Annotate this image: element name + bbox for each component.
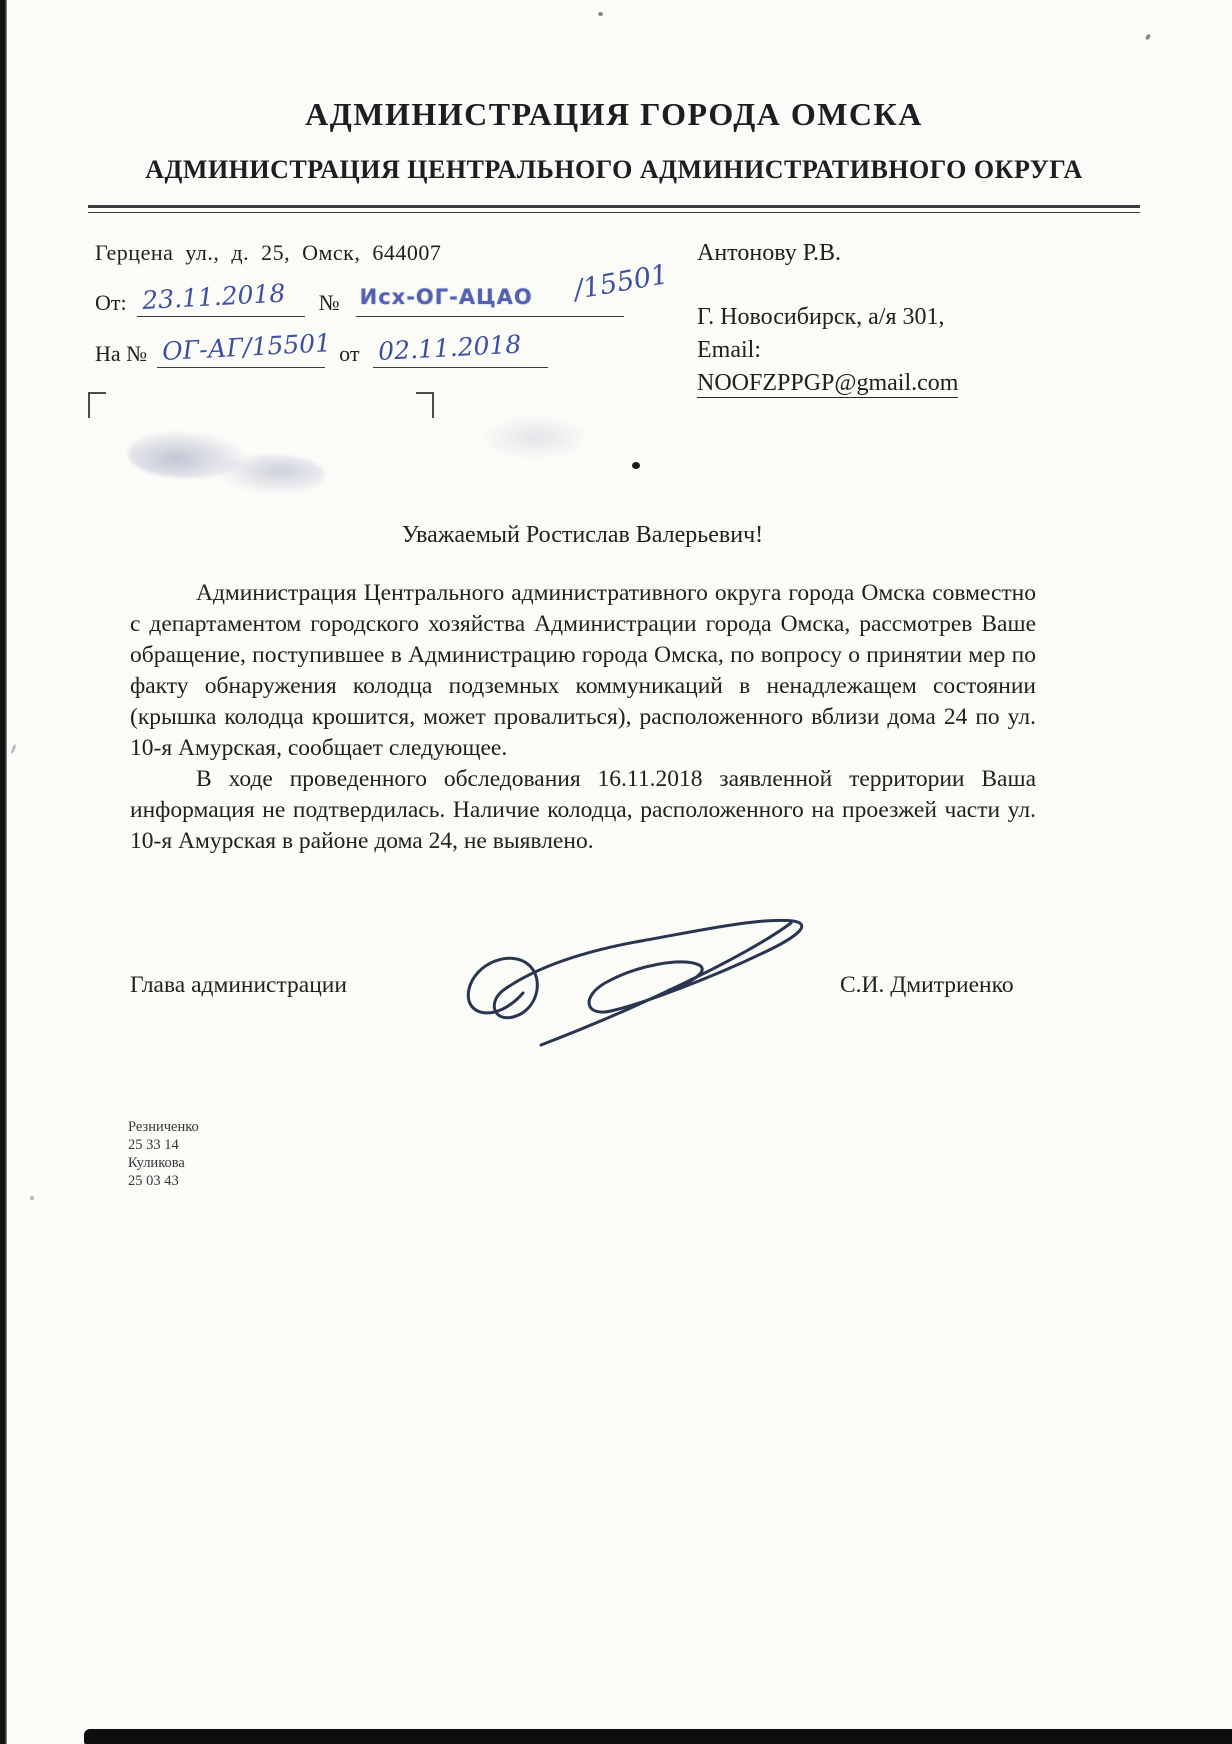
ref-date-field — [373, 329, 548, 368]
recipient-address: Г. Новосибирск, а/я 301, — [697, 304, 945, 330]
org-title-line2: АДМИНИСТРАЦИЯ ЦЕНТРАЛЬНОГО АДМИНИСТРАТИВНОГО ОКРУГА — [145, 155, 1083, 184]
executor-phone-1: 25 33 14 — [128, 1137, 179, 1153]
outgoing-number-line — [95, 258, 671, 317]
body-paragraph-1: Администрация Центрального административного округа города Омска совместно с департаментом городского хозяйства Администрации города Омска, рассмотрев Ваше обращение, поступившее в Администрацию города Омска, по вопросу о принятии мер по факту обнаружения колодца подземных коммуникаций в ненадлежащем состоянии (крышка колодца крошится, может провалиться), расположенного вблизи дома 24 по ул. 10-я Амурская, сообщает следующее. — [130, 580, 1036, 761]
sender-block — [95, 240, 670, 368]
ink-dot — [632, 462, 640, 469]
ref-number-handwriting: ОГ-АГ/15501 — [161, 328, 332, 366]
org-title-line1: АДМИНИСТРАЦИЯ ГОРОДА ОМСКА — [305, 96, 923, 132]
letterhead-divider — [88, 205, 1140, 213]
recipient-block — [697, 240, 1137, 400]
recipient-name: Антонову Р.В. — [697, 240, 842, 266]
from-date-handwriting: 23.11.2018 — [141, 278, 286, 315]
body-paragraph-2: В ходе проведенного обследования 16.11.2018 заявленной территории Ваша информация не подтвердилась. Наличие колодца, расположенного на проезжей части ул. 10-я Амурская в районе дома 24, не выявлено. — [130, 766, 1036, 854]
reference-number-line — [95, 328, 670, 368]
ink-smudge — [215, 455, 325, 495]
scan-left-edge-shadow — [0, 0, 7, 1744]
executor-name-1: Резниченко — [128, 1119, 199, 1135]
scan-speck — [1145, 33, 1151, 40]
executor-name-2: Куликова — [128, 1155, 185, 1171]
scan-bottom-shadow — [84, 1729, 1232, 1744]
ref-date-handwriting: 02.11.2018 — [377, 329, 523, 366]
from-label: От: — [95, 290, 127, 315]
corner-mark-left — [88, 392, 106, 418]
outgoing-number-field — [356, 258, 671, 317]
ref-label: На № — [95, 341, 148, 366]
corner-mark-right — [416, 392, 434, 418]
signer-position: Глава администрации — [130, 972, 347, 998]
ref-from-label: от — [339, 341, 360, 366]
scan-speck — [598, 12, 603, 16]
number-label: № — [318, 290, 340, 315]
executors-block — [128, 1118, 199, 1190]
ref-number-field — [157, 328, 332, 368]
scan-speck — [10, 744, 16, 754]
ink-smudge — [480, 415, 590, 460]
from-date-field — [137, 278, 305, 317]
recipient-email: NOOFZPPGP@gmail.com — [697, 370, 959, 396]
signer-name: С.И. Дмитриенко — [840, 972, 1014, 998]
outgoing-number-stamp: Исх-ОГ-АЦАО — [359, 285, 533, 309]
signature-strokes — [445, 905, 845, 1055]
scan-speck — [30, 1196, 34, 1200]
handwritten-signature — [445, 905, 845, 1060]
sender-address: Герцена ул., д. 25, Омск, 644007 — [95, 240, 442, 265]
recipient-email-label: Email: — [697, 337, 761, 363]
executor-phone-2: 25 03 43 — [128, 1173, 179, 1189]
salutation: Уважаемый Ростислав Валерьевич! — [401, 522, 764, 548]
letterhead — [88, 96, 1140, 213]
letter-body — [130, 578, 1036, 857]
outgoing-number-handwriting: /15501 — [571, 258, 671, 306]
